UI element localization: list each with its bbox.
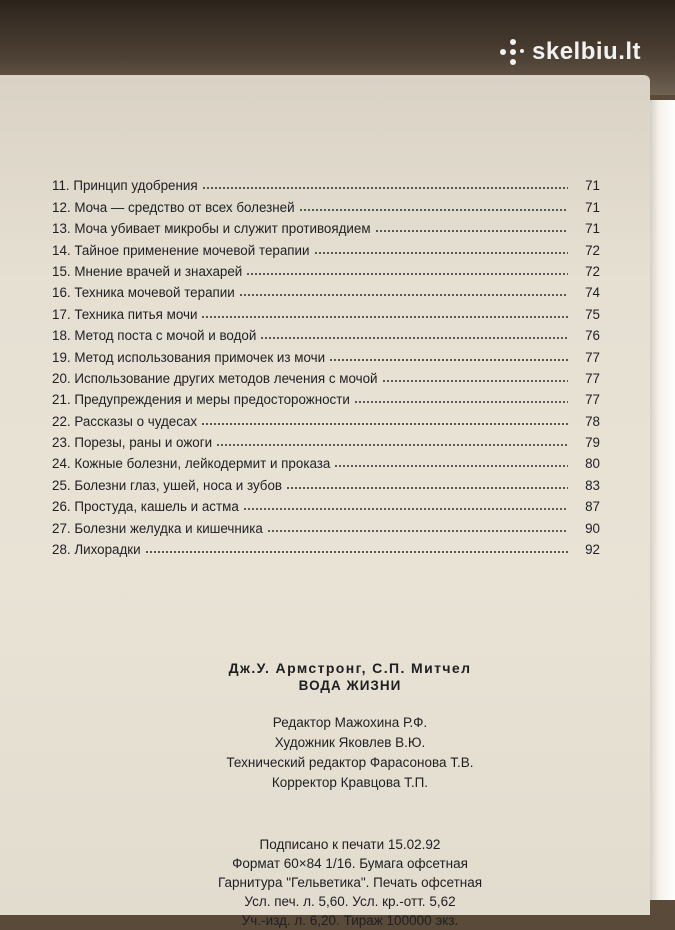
tech-editor-credit: Технический редактор Фарасонова Т.В. xyxy=(226,755,474,770)
next-page-edge xyxy=(648,100,675,900)
dot-leader xyxy=(299,209,568,211)
toc-entry-title: 14. Тайное применение мочевой терапии xyxy=(52,242,310,258)
toc-entry-page: 92 xyxy=(585,542,600,558)
toc-entry xyxy=(52,450,600,471)
signed-date: Подписано к печати 15.02.92 xyxy=(259,837,441,852)
toc-entry-title: 27. Болезни желудка и кишечника xyxy=(52,520,263,536)
dot-leader xyxy=(201,423,568,425)
toc-entry xyxy=(52,236,600,257)
dot-leader xyxy=(329,359,568,361)
dot-leader xyxy=(239,294,568,296)
dot-leader xyxy=(260,337,568,339)
toc-entry xyxy=(52,493,600,514)
toc-entry xyxy=(52,365,600,386)
toc-entry-page: 77 xyxy=(585,349,600,365)
toc-entry-page: 80 xyxy=(585,456,600,472)
toc-entry-title: 23. Порезы, раны и ожоги xyxy=(52,435,213,451)
book-title: ВОДА ЖИЗНИ xyxy=(298,678,402,693)
toc-entry xyxy=(52,300,600,321)
format-line: Формат 60×84 1/16. Бумага офсетная xyxy=(232,856,468,871)
toc-entry xyxy=(52,407,600,428)
toc-entry xyxy=(52,258,600,279)
dot-leader xyxy=(267,530,568,532)
toc-entry-page: 76 xyxy=(585,328,600,344)
publisher-sheets-line: Уч.-изд. л. 6,20. Тираж 100000 экз. xyxy=(241,913,459,928)
toc-entry-page: 72 xyxy=(585,242,600,258)
toc-entry-title: 26. Простуда, кашель и астма xyxy=(52,499,239,515)
toc-entry-title: 25. Болезни глаз, ушей, носа и зубов xyxy=(52,477,283,493)
artist-credit: Художник Яковлев В.Ю. xyxy=(274,735,426,750)
dot-leader xyxy=(201,316,568,318)
toc-entry-page: 78 xyxy=(585,413,600,429)
toc-entry-page: 71 xyxy=(585,199,600,215)
toc-entry-page: 77 xyxy=(585,370,600,386)
toc-entry-title: 17. Техника питья мочи xyxy=(52,306,198,322)
toc-entry-page: 77 xyxy=(585,392,600,408)
book-authors: Дж.У. Армстронг, С.П. Митчел xyxy=(228,660,472,676)
toc-entry xyxy=(52,215,600,236)
toc-entry-page: 87 xyxy=(585,499,600,515)
toc-entry xyxy=(52,429,600,450)
watermark-text: skelbiu.lt xyxy=(532,38,642,65)
toc-entry-title: 22. Рассказы о чудесах xyxy=(52,413,198,429)
toc-entry-title: 11. Принцип удобрения xyxy=(52,178,198,194)
toc-entry-page: 90 xyxy=(585,520,600,536)
toc-entry-title: 20. Использование других методов лечения с мочой xyxy=(52,370,378,386)
toc-entry xyxy=(52,193,600,214)
toc-entry xyxy=(52,322,600,343)
toc-entry-page: 71 xyxy=(585,178,600,194)
table-of-contents xyxy=(52,172,600,557)
proofreader-credit: Корректор Кравцова Т.П. xyxy=(271,775,429,790)
dot-leader xyxy=(382,380,568,382)
toc-entry-title: 18. Метод поста с мочой и водой xyxy=(52,328,257,344)
colophon xyxy=(150,660,550,930)
toc-entry-title: 21. Предупреждения и меры предосторожности xyxy=(52,392,350,408)
dot-leader xyxy=(334,465,568,467)
toc-entry-title: 28. Лихорадки xyxy=(52,542,141,558)
dot-leader xyxy=(243,508,568,510)
toc-entry-page: 74 xyxy=(585,285,600,301)
toc-entry xyxy=(52,514,600,535)
toc-entry xyxy=(52,471,600,492)
toc-entry-title: 16. Техника мочевой терапии xyxy=(52,285,235,301)
dot-leader xyxy=(145,551,568,553)
toc-entry-title: 24. Кожные болезни, лейкодермит и проказа xyxy=(52,456,331,472)
dot-leader xyxy=(375,230,568,232)
toc-entry-page: 72 xyxy=(585,263,600,279)
dot-leader xyxy=(202,187,568,189)
toc-entry xyxy=(52,172,600,193)
dot-leader xyxy=(246,273,568,275)
watermark xyxy=(500,38,641,66)
toc-entry xyxy=(52,386,600,407)
editor-credit: Редактор Мажохина Р.Ф. xyxy=(272,715,428,730)
toc-entry-page: 79 xyxy=(585,435,600,451)
dots-logo-icon xyxy=(500,39,526,65)
toc-entry-page: 83 xyxy=(585,477,600,493)
dot-leader xyxy=(216,444,568,446)
toc-entry-title: 19. Метод использования примочек из мочи xyxy=(52,349,326,365)
toc-entry-title: 12. Моча — средство от всех болезней xyxy=(52,199,295,215)
toc-entry xyxy=(52,536,600,557)
print-details xyxy=(150,835,550,930)
typeface-line: Гарнитура "Гельветика". Печать офсетная xyxy=(217,875,483,890)
toc-entry xyxy=(52,343,600,364)
dot-leader xyxy=(286,487,568,489)
toc-entry xyxy=(52,279,600,300)
dot-leader xyxy=(314,252,569,254)
toc-entry-title: 15. Мнение врачей и знахарей xyxy=(52,263,243,279)
toc-entry-page: 75 xyxy=(585,306,600,322)
dot-leader xyxy=(354,401,568,403)
toc-entry-page: 71 xyxy=(585,221,600,237)
toc-entry-title: 13. Моча убивает микробы и служит противоядием xyxy=(52,221,371,237)
credits-block xyxy=(150,713,550,793)
sheets-line: Усл. печ. л. 5,60. Усл. кр.-отт. 5,62 xyxy=(244,894,456,909)
